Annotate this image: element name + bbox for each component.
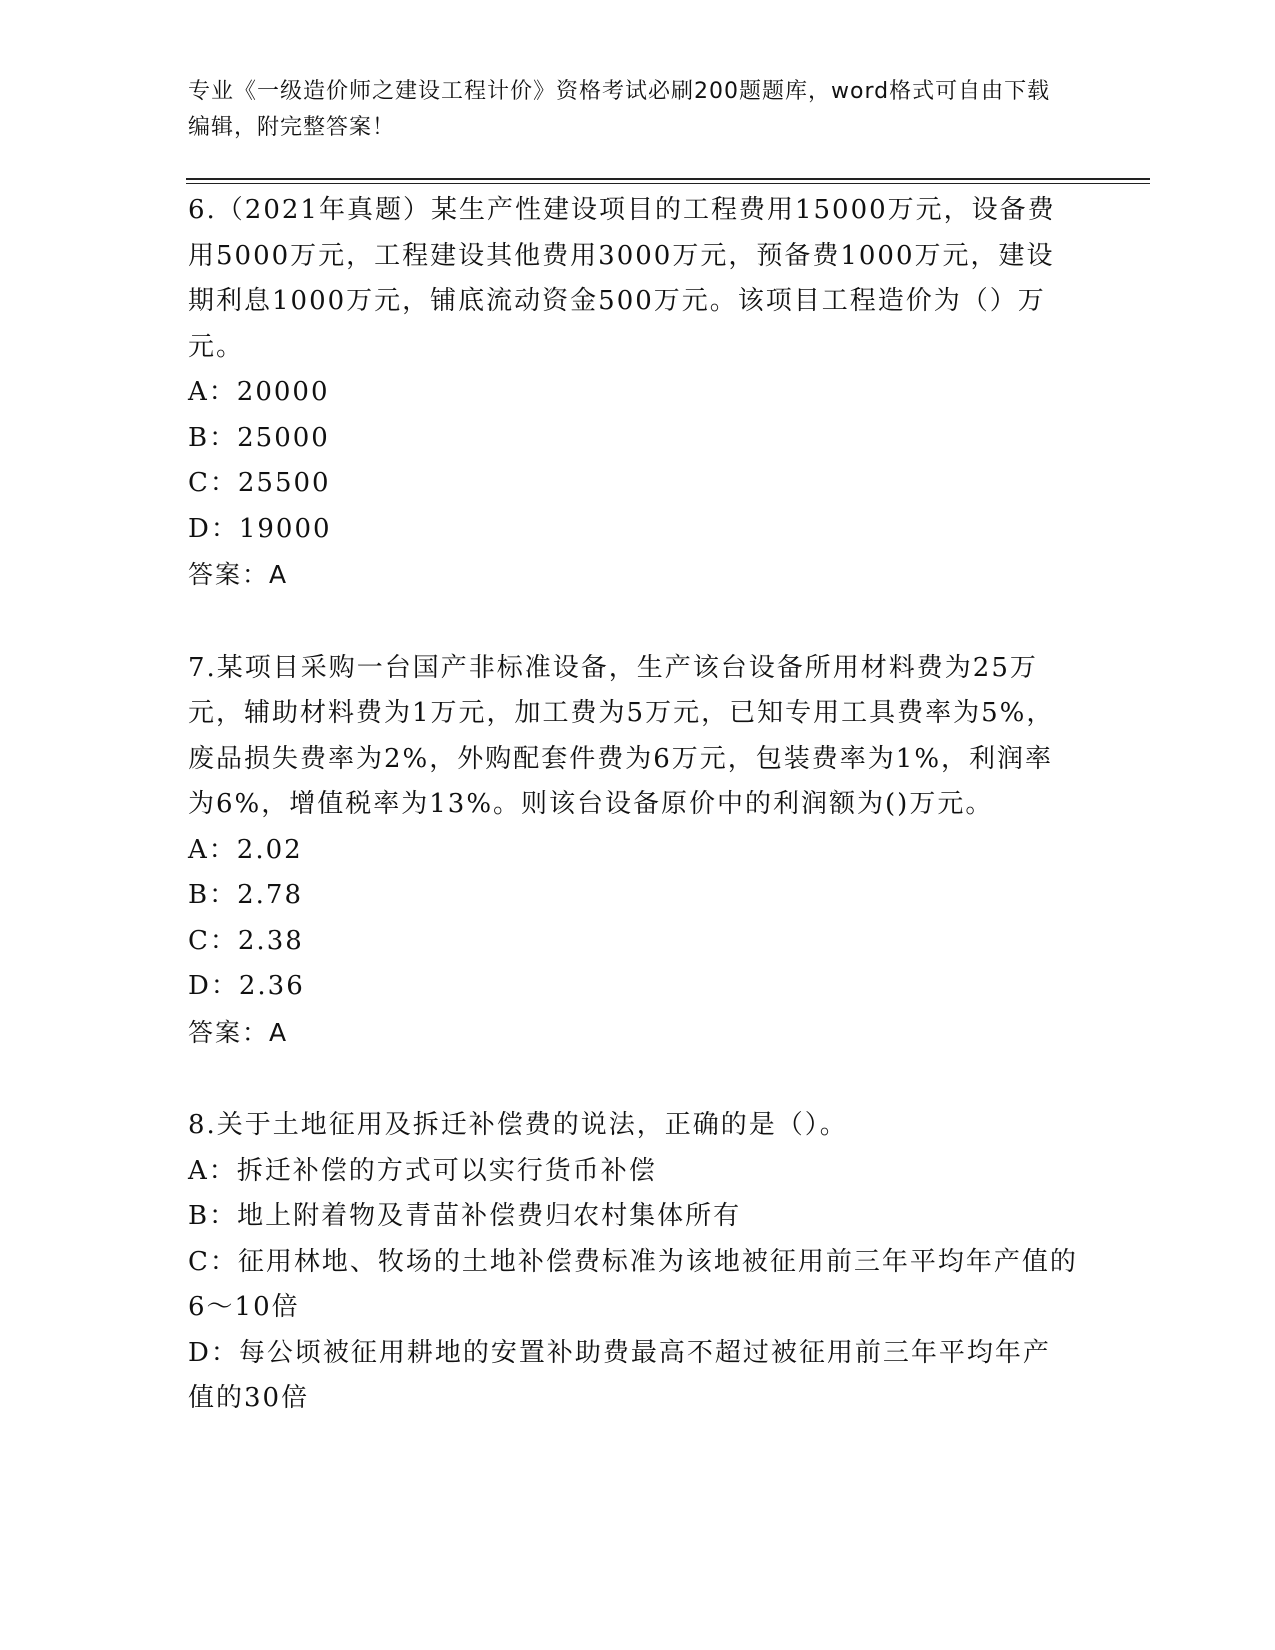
question-8	[188, 1103, 1078, 1422]
question-7	[188, 646, 1078, 1056]
option-c: C：征用林地、牧场的土地补偿费标准为该地被征用前三年平均年产值的6～10倍	[188, 1246, 1078, 1322]
question-6	[188, 188, 1078, 598]
option-d: D：每公顷被征用耕地的安置补助费最高不超过被征用前三年平均年产值的30倍	[188, 1337, 1051, 1413]
answer-line: 答案：A	[188, 560, 289, 589]
answer-line: 答案：A	[188, 1017, 289, 1047]
option-a: A：2.02	[188, 834, 303, 865]
header-divider	[186, 178, 1150, 180]
header-divider-thin	[186, 183, 1150, 184]
option-c: C：25500	[188, 468, 331, 498]
question-stem: 7.某项目采购一台国产非标准设备，生产该台设备所用材料费为25万元，辅助材料费为1万元，加工费为5万元，已知专用工具费率为5%，废品损失费率为2%，外购配套件费为6万元，包装费率为1%，利润率为6%，增值税率为13%。则该台设备原价中的利润额为()万元。	[188, 652, 1055, 819]
option-d: D：2.36	[188, 971, 305, 1001]
option-b: B：2.78	[188, 880, 303, 910]
option-b: B：地上附着物及青苗补偿费归农村集体所有	[188, 1201, 742, 1231]
option-c: C：2.38	[188, 925, 304, 956]
question-list	[188, 188, 1078, 1470]
option-d: D：19000	[188, 513, 332, 544]
option-a: A：20000	[188, 377, 330, 407]
question-stem: 8.关于土地征用及拆迁补偿费的说法，正确的是（）。	[188, 1110, 848, 1140]
option-b: B：25000	[188, 422, 330, 453]
option-a: A：拆迁补偿的方式可以实行货币补偿	[188, 1155, 657, 1186]
question-stem: 6.（2021年真题）某生产性建设项目的工程费用15000万元，设备费用5000万元，工程建设其他费用3000万元，预备费1000万元，建设期利息1000万元，铺底流动资金500万元。该项目工程造价为（）万元。	[188, 195, 1056, 362]
page-header: 专业《一级造价师之建设工程计价》资格考试必刷200题题库，word格式可自由下载编辑，附完整答案！	[188, 79, 1051, 140]
